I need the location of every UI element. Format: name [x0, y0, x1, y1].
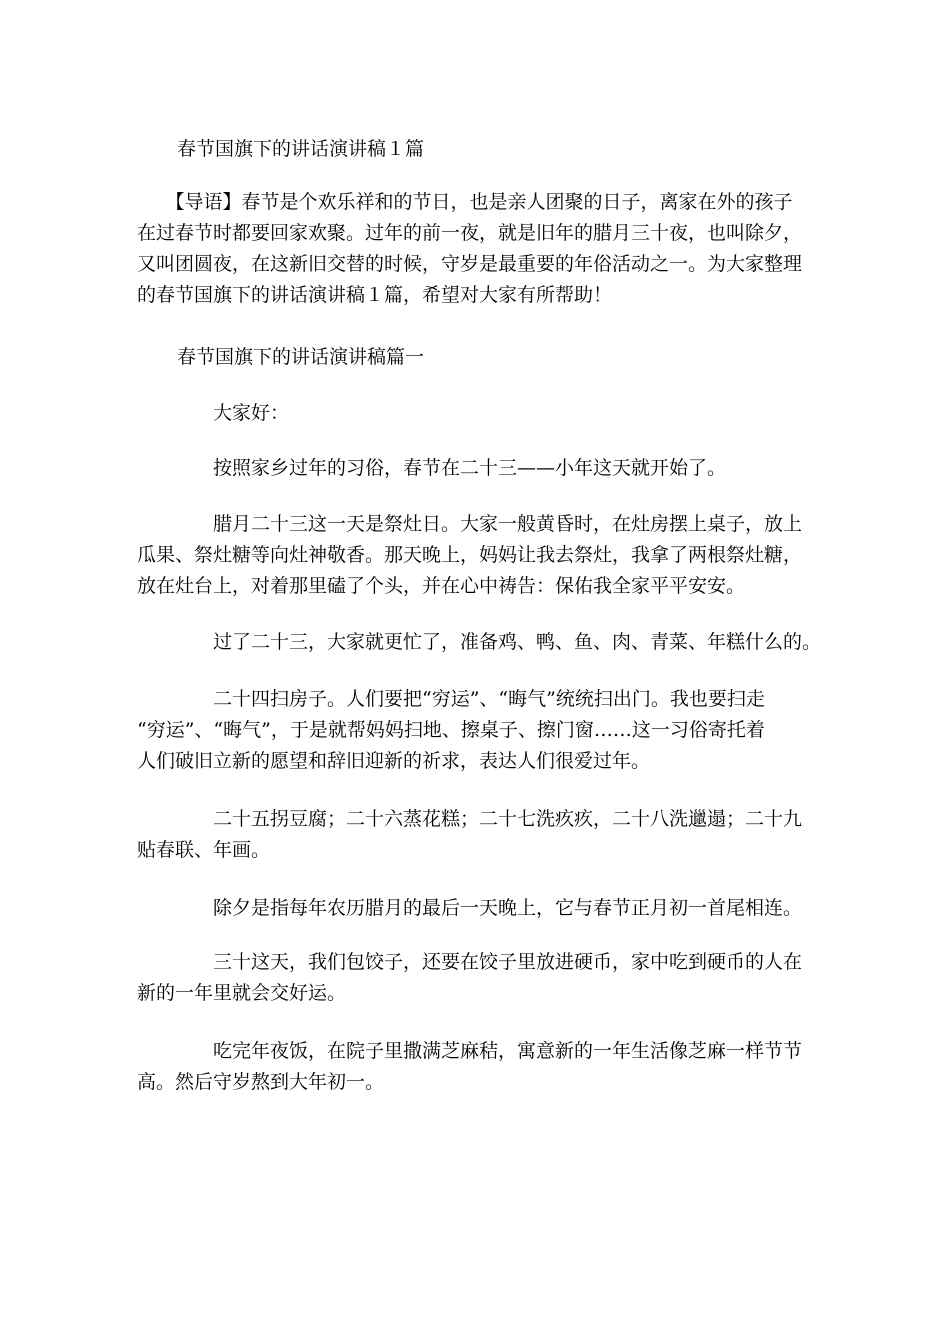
paragraph-sesame: [137, 1036, 827, 1098]
intro-line: 在过春节时都要回家欢聚。过年的前一夜，就是旧年的腊月三十夜，也叫除夕，: [137, 222, 803, 244]
paragraph-line: 二十四扫房子。人们要把“穷运”、“晦气”统统扫出门。我也要扫走: [137, 688, 765, 710]
paragraph-line: 新的一年里就会交好运。: [137, 982, 347, 1004]
document-title: 春节国旗下的讲话演讲稿１篇: [177, 138, 425, 160]
paragraph-custom: [137, 453, 827, 484]
intro-line: 的春节国旗下的讲话演讲稿１篇，希望对大家有所帮助！: [137, 284, 613, 306]
intro-paragraph: [137, 187, 827, 311]
paragraph-days: [137, 804, 827, 866]
paragraph-line: 腊月二十三这一天是祭灶日。大家一般黄昏时，在灶房摆上桌子，放上: [137, 513, 803, 535]
intro-line: 又叫团圆夜，在这新旧交替的时候，守岁是最重要的年俗活动之一。为大家整理: [137, 253, 803, 275]
section-title: 春节国旗下的讲话演讲稿篇一: [177, 346, 425, 368]
paragraph-line: 瓜果、祭灶糖等向灶神敬香。那天晚上，妈妈让我去祭灶，我拿了两根祭灶糖，: [137, 544, 803, 566]
paragraph-line: “穷运”、“晦气”，于是就帮妈妈扫地、擦桌子、擦门窗……这一习俗寄托着: [137, 719, 765, 741]
paragraph-line: 人们破旧立新的愿望和辞旧迎新的祈求，表达人们很爱过年。: [137, 750, 651, 772]
paragraph-line: 贴春联、年画。: [137, 839, 271, 861]
paragraph-line: 吃完年夜饭，在院子里撒满芝麻秸，寓意新的一年生活像芝麻一样节节: [137, 1040, 803, 1062]
paragraph-line: 过了二十三，大家就更忙了，准备鸡、鸭、鱼、肉、青菜、年糕什么的。: [137, 631, 822, 653]
paragraph-line: 高。然后守岁熬到大年初一。: [137, 1071, 385, 1093]
paragraph-line: 三十这天，我们包饺子，还要在饺子里放进硬币，家中吃到硬币的人在: [137, 951, 803, 973]
paragraph-greeting: [137, 398, 827, 429]
paragraph-preparation: [137, 627, 827, 658]
paragraph-line: 大家好：: [137, 402, 290, 424]
paragraph-line: 二十五拐豆腐；二十六蒸花糕；二十七洗疚疚，二十八洗邋遢；二十九: [137, 808, 803, 830]
paragraph-line: 放在灶台上，对着那里磕了个头，并在心中祷告：保佑我全家平平安安。: [137, 575, 746, 597]
paragraph-line: 按照家乡过年的习俗，春节在二十三——小年这天就开始了。: [137, 457, 727, 479]
paragraph-new-years-eve: [137, 893, 827, 924]
paragraph-cleaning: [137, 684, 827, 777]
paragraph-kitchen-god: [137, 509, 827, 602]
paragraph-dumplings: [137, 947, 827, 1009]
paragraph-line: 除夕是指每年农历腊月的最后一天晚上，它与春节正月初一首尾相连。: [137, 897, 803, 919]
intro-line: 【导语】春节是个欢乐祥和的节日，也是亲人团聚的日子，离家在外的孩子: [137, 191, 793, 213]
